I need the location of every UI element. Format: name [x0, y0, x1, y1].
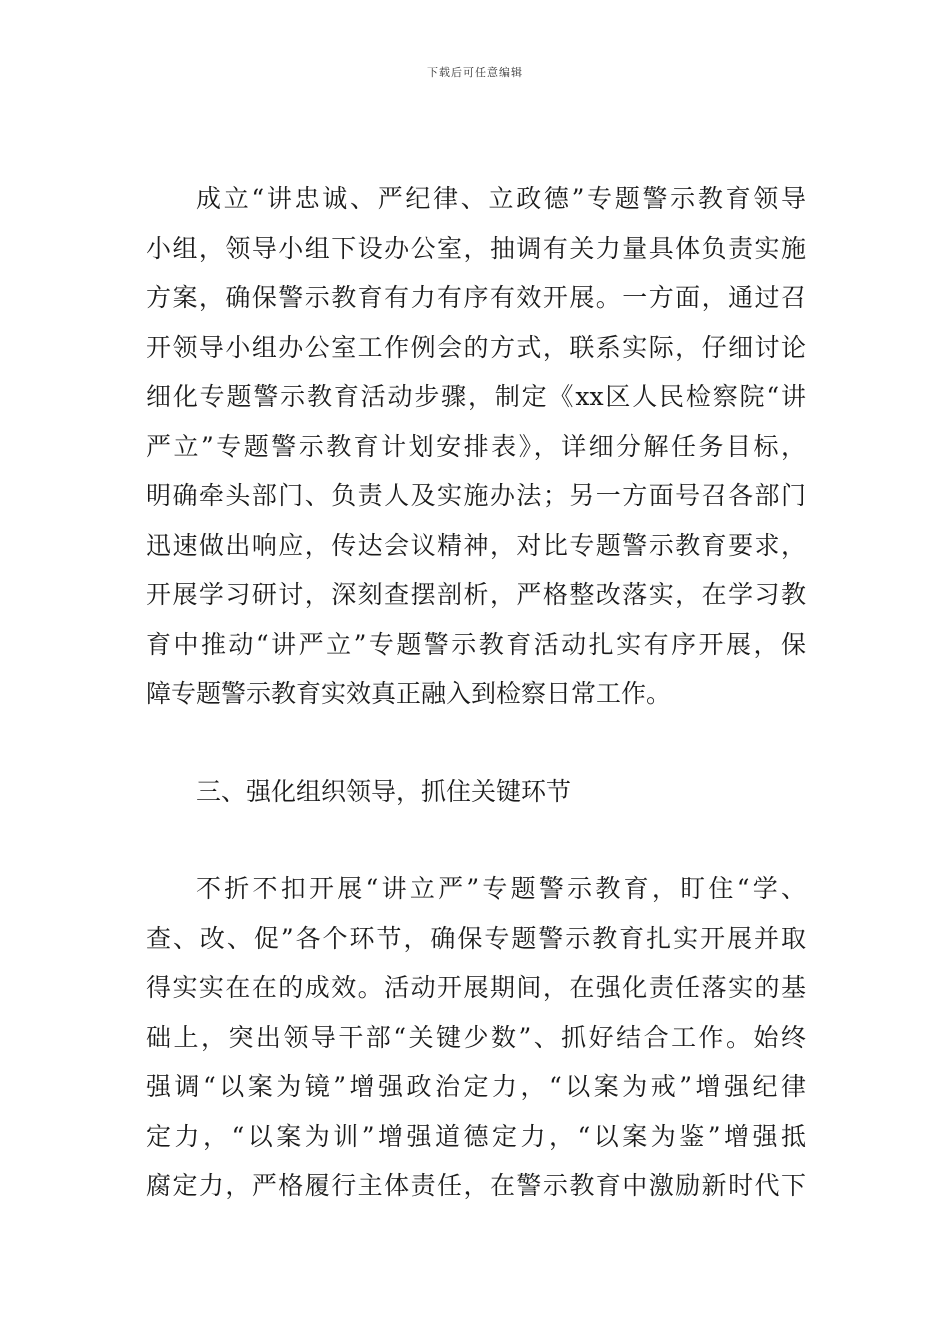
paragraph-line: 方案，确保警示教育有力有序有效开展。一方面，通过召	[146, 283, 806, 312]
paragraph-line: 细化专题警示教育活动步骤，制定《xx区人民检察院“讲	[146, 382, 806, 411]
section-heading-text: 三、强化组织领导，抓住关键环节	[196, 776, 572, 806]
document-body	[146, 174, 806, 1211]
paragraph-line: 础上，突出领导干部“关键少数”、抓好结合工作。始终	[146, 1022, 806, 1052]
section-heading	[146, 767, 806, 817]
paragraph-line: 开展学习研讨，深刻查摆剖析，严格整改落实，在学习教	[146, 580, 806, 609]
paragraph-line: 成立“讲忠诚、严纪律、立政德”专题警示教育领导	[196, 184, 806, 213]
paragraph-line: 不折不扣开展“讲立严”专题警示教育，盯住“学、	[196, 874, 806, 903]
paragraph-1	[146, 174, 806, 719]
paragraph-line: 腐定力，严格履行主体责任，在警示教育中激励新时代下	[146, 1171, 806, 1200]
header-note: 下载后可任意编辑	[427, 66, 523, 79]
paragraph-2	[146, 864, 806, 1211]
paragraph-line: 明确牵头部门、负责人及实施办法；另一方面号召各部门	[146, 481, 806, 510]
paragraph-line: 得实实在在的成效。活动开展期间，在强化责任落实的基	[146, 973, 806, 1002]
paragraph-line: 强调“以案为镜”增强政治定力，“以案为戒”增强纪律	[146, 1072, 806, 1101]
paragraph-line: 育中推动“讲严立”专题警示教育活动扎实有序开展，保	[146, 629, 806, 659]
paragraph-line: 迅速做出响应，传达会议精神，对比专题警示教育要求，	[146, 530, 806, 560]
paragraph-line: 小组，领导小组下设办公室，抽调有关力量具体负责实施	[146, 233, 806, 263]
paragraph-line: 障专题警示教育实效真正融入到检察日常工作。	[146, 679, 672, 708]
paragraph-line: 严立”专题警示教育计划安排表》，详细分解任务目标，	[146, 431, 806, 461]
paragraph-line: 开领导小组办公室工作例会的方式，联系实际，仔细讨论	[146, 332, 806, 362]
paragraph-line: 定力，“以案为训”增强道德定力，“以案为鉴”增强抵	[146, 1121, 806, 1151]
paragraph-line: 查、改、促”各个环节，确保专题警示教育扎实开展并取	[146, 923, 806, 953]
